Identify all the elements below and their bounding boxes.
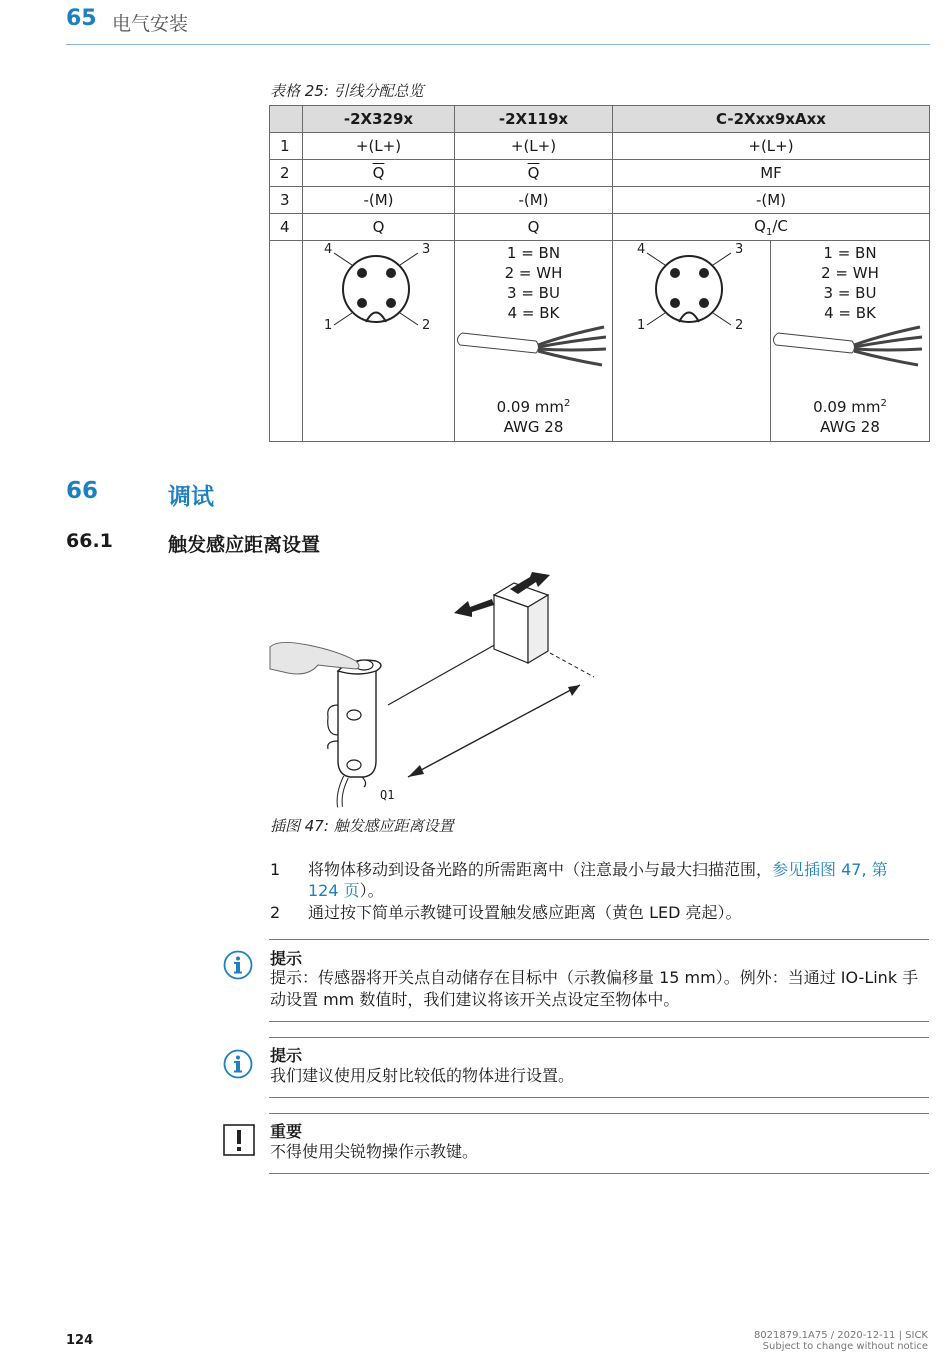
table-row [270, 187, 930, 214]
pin-number: 2 [270, 160, 303, 187]
step-text: 将物体移动到设备光路的所需距离中（注意最小与最大扫描范围， [308, 860, 773, 879]
connector-cell [613, 241, 771, 442]
pin-label: 4 [636, 242, 645, 257]
table-header-cell: -2X329x [303, 106, 455, 133]
pin-label: 3 [734, 242, 743, 257]
wire-color: 4 = BK [824, 304, 876, 322]
table-caption: 表格 25: 引线分配总览 [270, 82, 424, 100]
table-cell: -(M) [303, 187, 455, 214]
exclamation-icon [223, 1124, 255, 1156]
pin-label: 4 [323, 242, 332, 257]
document-info: 8021879.1A75 / 2020-12-11 | SICK Subject to change without notice [753, 1330, 928, 1352]
table-cell: Q [455, 214, 613, 241]
step-text-tail: ）。 [359, 881, 384, 900]
info-icon [223, 1049, 253, 1079]
wire-color: 2 = WH [504, 264, 563, 282]
note-rule [269, 1037, 929, 1038]
note-rule [269, 939, 929, 940]
subsection-number: 66.1 [66, 530, 113, 552]
note-rule [269, 1021, 929, 1022]
page-number: 124 [66, 1333, 94, 1348]
wire-color: 3 = BU [823, 284, 877, 302]
section-number: 66 [66, 478, 99, 504]
table-cell: -(M) [455, 187, 613, 214]
table-header-row [270, 106, 930, 133]
note-title: 提示 [270, 949, 303, 968]
chapter-number: 65 [66, 6, 97, 31]
m8-connector-diagram [614, 241, 770, 341]
section-title: 调试 [168, 484, 214, 510]
step-text: 通过按下简单示教键可设置触发感应距离（黄色 LED 亮起）。 [308, 903, 742, 922]
teach-in-illustration [268, 565, 608, 815]
table-cell [455, 160, 613, 187]
cable-diagram [456, 323, 612, 373]
pin-number: 4 [270, 214, 303, 241]
cable-cell [771, 241, 930, 442]
note-text: 提示：传感器将开关点自动储存在目标中（示教偏移量 15 mm）。例外：当通过 IO-Link 手动设置 mm 数值时，我们建议将该开关点设定至物体中。 [270, 968, 919, 1009]
table-row [270, 214, 930, 241]
chapter-title: 电气安装 [112, 13, 189, 35]
table-row [270, 160, 930, 187]
figure-reference-link[interactable]: 参见插图 47, 第 124 页 [308, 860, 888, 900]
note-rule [269, 1097, 929, 1098]
pin-assignment-table [269, 105, 930, 442]
cable-spec: 0.09 $mm^2$ AWG 28 [496, 398, 571, 436]
table-cell [270, 241, 303, 442]
cable-diagram [772, 323, 928, 373]
note-title: 重要 [270, 1122, 303, 1141]
table-row-diagrams [270, 241, 930, 442]
wire-color: 2 = WH [821, 264, 879, 282]
table-cell: -(M) [613, 187, 930, 214]
wire-color: 4 = BK [507, 304, 560, 322]
table-cell: $Q_1/C$ [613, 214, 930, 241]
pin-label: 3 [421, 242, 430, 257]
step-number: 2 [270, 903, 281, 922]
table-cell: +(L+) [303, 133, 455, 160]
note-title: 提示 [270, 1046, 303, 1065]
wire-color: 3 = BU [507, 284, 560, 302]
table-cell: +(L+) [613, 133, 930, 160]
list-item [270, 859, 910, 903]
note-rule [269, 1173, 929, 1174]
figure-caption: 插图 47: 触发感应距离设置 [270, 817, 454, 835]
table-cell: MF [613, 160, 930, 187]
info-icon [223, 950, 253, 980]
table-row [270, 133, 930, 160]
table-header-cell: C-2Xxx9xAxx [613, 106, 930, 133]
m8-connector-diagram [304, 241, 454, 341]
q-inverted: $\overline{Q}$ [527, 164, 540, 182]
header-rule [66, 44, 930, 45]
pin-label: 1 [323, 318, 332, 333]
subsection-title: 触发感应距离设置 [168, 534, 321, 556]
output-label: Q1 [380, 788, 395, 802]
q-inverted: $\overline{Q}$ [372, 164, 385, 182]
table-cell: Q [303, 214, 455, 241]
table-cell [303, 160, 455, 187]
list-item [270, 902, 910, 924]
pin-label: 2 [734, 318, 743, 333]
step-number: 1 [270, 860, 281, 879]
note-text: 不得使用尖锐物操作示教键。 [270, 1142, 479, 1161]
table-header-cell [270, 106, 303, 133]
table-cell: +(L+) [455, 133, 613, 160]
pin-number: 3 [270, 187, 303, 214]
pin-label: 1 [636, 318, 645, 333]
table-header-cell: -2X119x [455, 106, 613, 133]
pin-label: 2 [421, 318, 430, 333]
cable-spec: 0.09 $mm^2$ AWG 28 [813, 398, 887, 436]
connector-cell [303, 241, 455, 442]
note-rule [269, 1113, 929, 1114]
wire-color: 1 = BN [823, 244, 877, 262]
pin-number: 1 [270, 133, 303, 160]
cable-cell [455, 241, 613, 442]
note-text: 我们建议使用反射比较低的物体进行设置。 [270, 1066, 575, 1085]
wire-color: 1 = BN [506, 244, 561, 262]
